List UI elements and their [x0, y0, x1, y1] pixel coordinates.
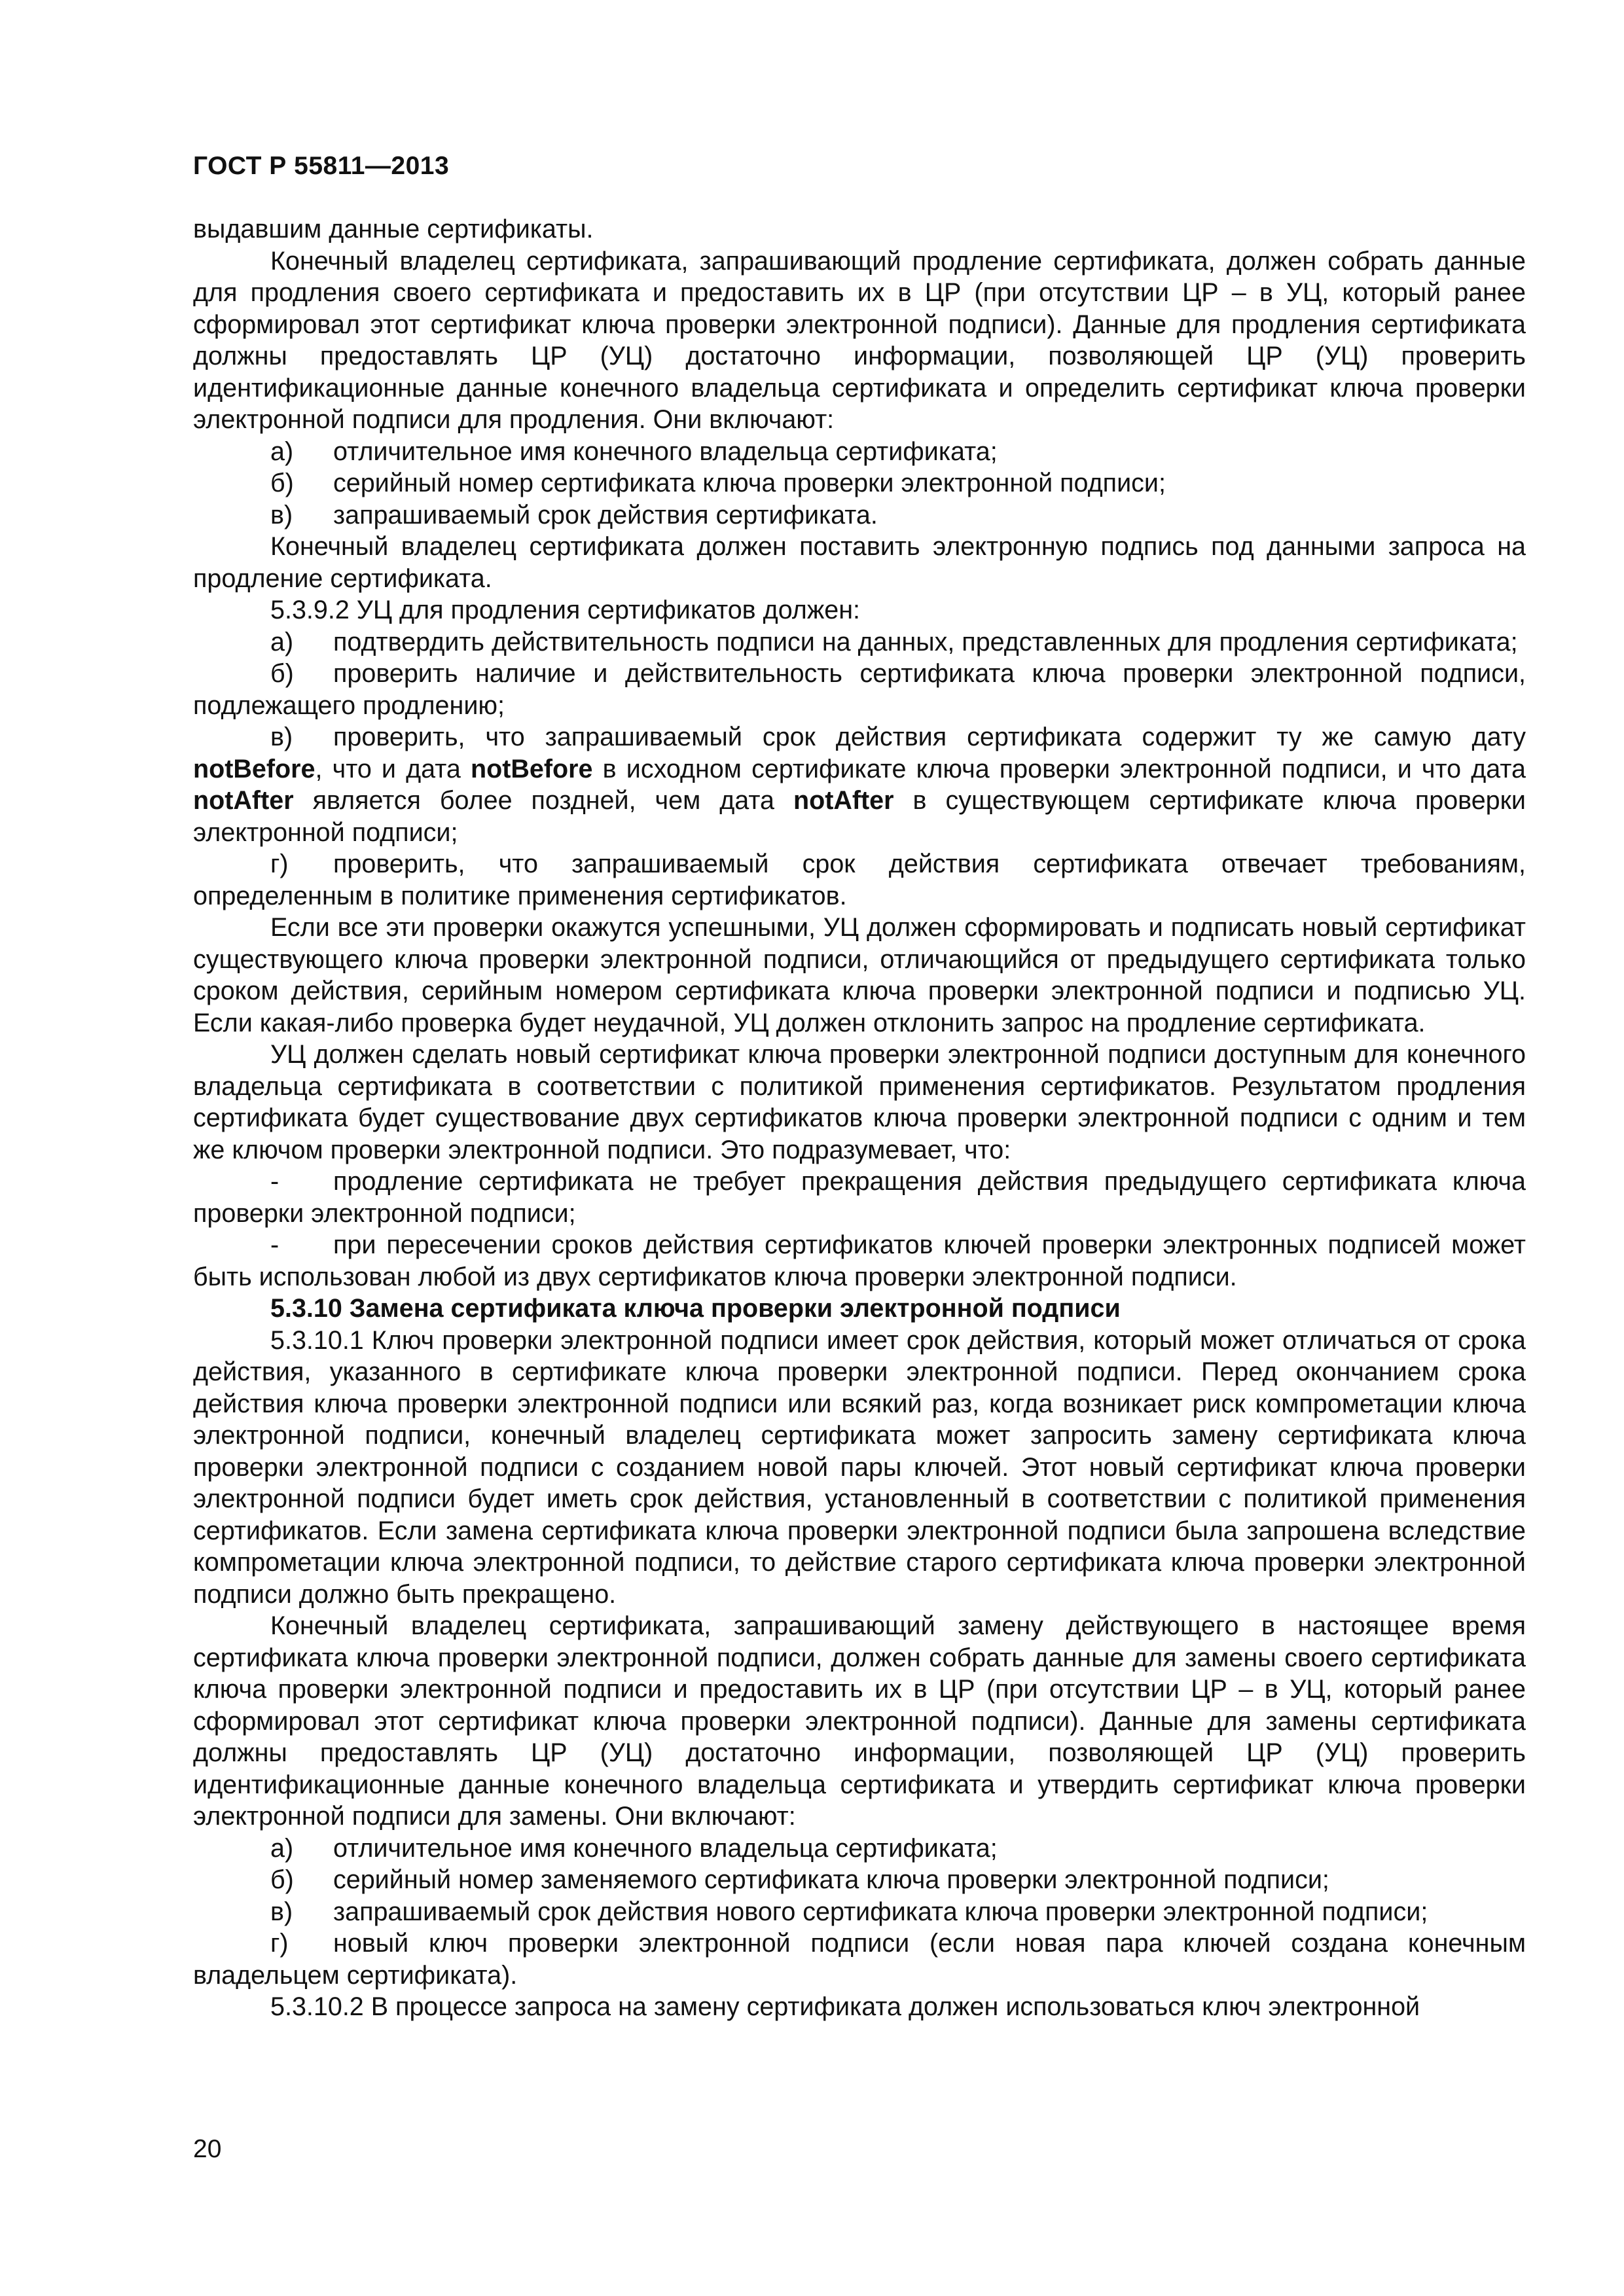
list-item-text: в исходном сертификате ключа проверки электронной подписи, и что дата	[602, 754, 1526, 783]
list-marker: в)	[270, 723, 293, 751]
code-term: notAfter	[193, 786, 294, 815]
list-item-text: серийный номер сертификата ключа проверки электронной подписи;	[333, 469, 1166, 497]
list-marker: в)	[270, 500, 293, 529]
list-item	[193, 1864, 1526, 1896]
list-item	[193, 467, 1526, 499]
list-item-text: подтвердить действительность подписи на данных, представленных для продления сертификата;	[333, 627, 1518, 656]
list-item-text: запрашиваемый срок действия нового сертификата ключа проверки электронной подписи;	[333, 1897, 1428, 1926]
list-item-text: проверить, что запрашиваемый срок действия сертификата содержит ту же самую дату	[333, 723, 1526, 751]
page-number: 20	[193, 2135, 222, 2163]
list-marker: б)	[270, 469, 294, 497]
list-marker: в)	[270, 1897, 293, 1926]
paragraph: Конечный владелец сертификата, запрашивающий продление сертификата, должен собрать данные для продления своего сертификата и предоставить их в ЦР (при отсутствии ЦР – в УЦ, который ранее сформировал этот сертификат ключа проверки электронной подписи). Данные для продления сертификата должны предоставлять ЦР (УЦ) достаточно информации, позволяющей ЦР (УЦ) проверить идентификационные данные конечного владельца сертификата и определить сертификат ключа проверки электронной подписи для продления. Они включают:	[193, 246, 1526, 434]
list-marker: -	[270, 1167, 280, 1196]
paragraph: 5.3.10.2 В процессе запроса на замену сертификата должен использоваться ключ электронной	[270, 1992, 1420, 2021]
list-item	[193, 436, 1526, 468]
list-marker: б)	[270, 1865, 294, 1894]
section-heading: 5.3.10 Замена сертификата ключа проверки электронной подписи	[270, 1294, 1121, 1323]
list-item	[193, 1833, 1526, 1865]
document-header: ГОСТ Р 55811—2013	[193, 152, 450, 180]
list-item-text: является более поздней, чем дата	[312, 786, 774, 815]
list-marker: г)	[270, 1929, 289, 1958]
list-item-text: продление сертификата не требует прекращения действия предыдущего сертификата ключа проверки электронной подписи;	[193, 1167, 1526, 1228]
list-item-text: при пересечении сроков действия сертификатов ключей проверки электронных подписей может быть использован любой из двух сертификатов ключа проверки электронной подписи.	[193, 1230, 1526, 1291]
code-term: notBefore	[471, 754, 593, 783]
list-item	[193, 848, 1526, 912]
page-body	[193, 213, 1526, 2023]
list-marker: а)	[270, 437, 294, 466]
list-item-text: запрашиваемый срок действия сертификата.	[333, 500, 878, 529]
list-item-text: отличительное имя конечного владельца сертификата;	[333, 1833, 998, 1863]
list-marker: -	[270, 1230, 280, 1259]
list-item	[193, 721, 1526, 848]
list-item	[193, 1896, 1526, 1928]
paragraph: Конечный владелец сертификата, запрашивающий замену действующего в настоящее время сертификата ключа проверки электронной подписи, должен собрать данные для замены своего сертификата ключа проверки электронной подписи и предоставить их в ЦР (при отсутствии ЦР – в УЦ, который ранее сформировал этот сертификат ключа проверки электронной подписи). Данные для замены сертификата должны предоставлять ЦР (УЦ) достаточно информации, позволяющей ЦР (УЦ) проверить идентификационные данные конечного владельца сертификата и утвердить сертификат ключа проверки электронной подписи для замены. Они включают:	[193, 1611, 1526, 1831]
list-item	[193, 1229, 1526, 1293]
list-item	[193, 499, 1526, 531]
paragraph: Если все эти проверки окажутся успешными, УЦ должен сформировать и подписать новый сертификат существующего ключа проверки электронной подписи, отличающийся от предыдущего сертификата только сроком действия, серийным номером сертификата ключа проверки электронной подписи и подписью УЦ. Если какая-либо проверка будет неудачной, УЦ должен отклонить запрос на продление сертификата.	[193, 913, 1526, 1037]
list-marker: г)	[270, 850, 289, 878]
paragraph: 5.3.10.1 Ключ проверки электронной подписи имеет срок действия, который может отличаться от срока действия, указанного в сертификате ключа проверки электронной подписи. Перед окончанием срока действия ключа проверки электронной подписи или всякий раз, когда возникает риск компрометации ключа электронной подписи, конечный владелец сертификата может запросить замену сертификата ключа проверки электронной подписи с созданием новой пары ключей. Этот новый сертификат ключа проверки электронной подписи будет иметь срок действия, установленный в соответствии с политикой применения сертификатов. Если замена сертификата ключа проверки электронной подписи была запрошена вследствие компрометации ключа электронной подписи, то действие старого сертификата ключа проверки электронной подписи должно быть прекращено.	[193, 1325, 1526, 1609]
list-marker: б)	[270, 659, 294, 688]
list-item-text: , что и дата	[315, 754, 461, 783]
paragraph: УЦ должен сделать новый сертификат ключа проверки электронной подписи доступным для конечного владельца сертификата в соответствии с политикой применения сертификатов. Результатом продления сертификата будет существование двух сертификатов ключа проверки электронной подписи с одним и тем же ключом проверки электронной подписи. Это подразумевает, что:	[193, 1040, 1526, 1164]
list-marker: а)	[270, 1833, 294, 1863]
list-item-text: проверить, что запрашиваемый срок действия сертификата отвечает требованиям, определенным в политике применения сертификатов.	[193, 850, 1526, 910]
code-term: notAfter	[793, 786, 894, 815]
paragraph: 5.3.9.2 УЦ для продления сертификатов должен:	[270, 596, 861, 624]
list-item-text: отличительное имя конечного владельца сертификата;	[333, 437, 998, 466]
list-item	[193, 626, 1526, 658]
code-term: notBefore	[193, 754, 316, 783]
list-item-text: новый ключ проверки электронной подписи (если новая пара ключей создана конечным владельцем сертификата).	[193, 1929, 1526, 1990]
list-item	[193, 1166, 1526, 1229]
list-item	[193, 658, 1526, 721]
list-item-text: серийный номер заменяемого сертификата ключа проверки электронной подписи;	[333, 1865, 1329, 1894]
list-item	[193, 1928, 1526, 1991]
list-item-text: в существующем сертификате ключа проверки электронной подписи;	[193, 786, 1526, 847]
list-item-text: проверить наличие и действительность сертификата ключа проверки электронной подписи, подлежащего продлению;	[193, 659, 1526, 720]
paragraph: Конечный владелец сертификата должен поставить электронную подпись под данными запроса на продление сертификата.	[193, 532, 1526, 593]
list-marker: а)	[270, 627, 294, 656]
paragraph: выдавшим данные сертификаты.	[193, 215, 594, 243]
